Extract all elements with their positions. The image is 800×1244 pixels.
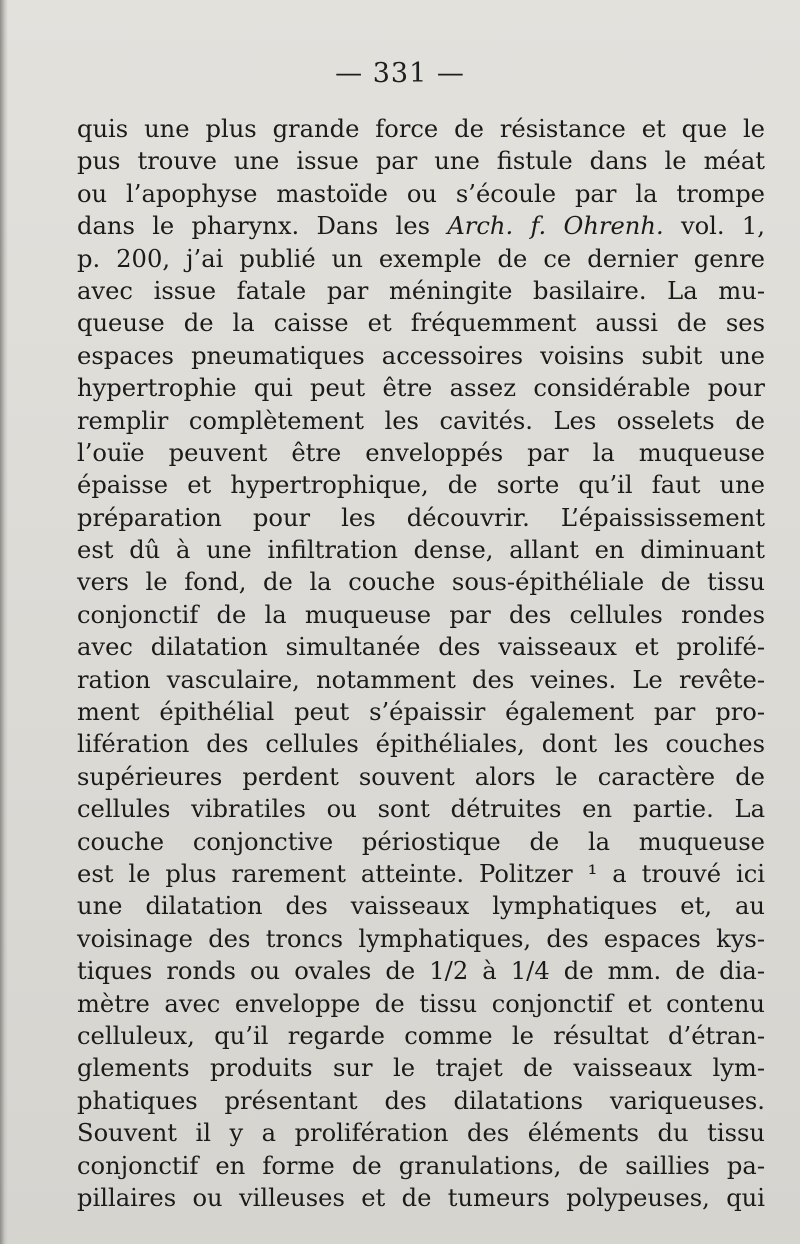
text-line: est le plus rarement atteinte. Politzer ¹ a trouvé ici (77, 859, 765, 888)
text-line: queuse de la caisse et fréquemment aussi de ses (77, 309, 765, 338)
text-line: conjonctif de la muqueuse par des cellules rondes (77, 600, 765, 629)
text-line: espaces pneumatiques accessoires voisins subit une (77, 341, 765, 370)
text-line: ment épithélial peut s’épaissir également par pro- (77, 698, 765, 727)
text-line: phatiques présentant des dilatations variqueuses. (77, 1086, 765, 1115)
text-line: avec issue fatale par méningite basilaire. La mu- (77, 276, 765, 305)
text-line: voisinage des troncs lymphatiques, des espaces kys- (77, 924, 765, 953)
page-binding-edge (0, 0, 8, 1244)
text-line: Souvent il y a prolifération des éléments du tissu (77, 1119, 765, 1148)
text-line: l’ouïe peuvent être enveloppés par la muqueuse (77, 438, 765, 467)
text-line: dans le pharynx. Dans les Arch. f. Ohrenh. vol. 1, (77, 212, 765, 241)
page-number: — 331 — (335, 58, 465, 89)
text-line: mètre avec enveloppe de tissu conjonctif et contenu (77, 989, 765, 1018)
text-line: ration vasculaire, notamment des veines. Le revête- (77, 665, 765, 694)
text-line: ou l’apophyse mastoïde ou s’écoule par la trompe (77, 179, 765, 208)
text-line: une dilatation des vaisseaux lymphatiques et, au (77, 892, 765, 921)
text-line: quis une plus grande force de résistance et que le (77, 115, 765, 143)
text-line: conjonctif en forme de granulations, de saillies pa- (77, 1151, 765, 1180)
text-line: avec dilatation simultanée des vaisseaux et prolifé- (77, 633, 765, 662)
text-line: cellules vibratiles ou sont détruites en partie. La (77, 795, 765, 824)
text-line: vers le fond, de la couche sous-épithéliale de tissu (77, 568, 765, 597)
text-line: glements produits sur le trajet de vaisseaux lym- (77, 1054, 765, 1083)
text-line: pillaires ou villeuses et de tumeurs polypeuses, qui (77, 1183, 765, 1212)
text-line: celluleux, qu’il regarde comme le résultat d’étran- (77, 1021, 765, 1050)
journal-title: Arch. f. Ohrenh. (447, 212, 664, 241)
text-line: est dû à une infiltration dense, allant en diminuant (77, 536, 765, 565)
body-text (77, 113, 765, 1214)
text-line: tiques ronds ou ovales de 1/2 à 1/4 de mm. de dia- (77, 957, 765, 986)
text-line: hypertrophie qui peut être assez considérable pour (77, 374, 765, 403)
text-line: p. 200, j’ai publié un exemple de ce dernier genre (77, 244, 765, 273)
text-line: remplir complètement les cavités. Les osselets de (77, 406, 765, 435)
text-line: couche conjonctive périostique de la muqueuse (77, 827, 765, 856)
text-line: pus trouve une issue par une fistule dans le méat (77, 147, 765, 176)
text-line: préparation pour les découvrir. L’épaississement (77, 503, 765, 532)
text-line: épaisse et hypertrophique, de sorte qu’il faut une (77, 471, 765, 500)
text-line: supérieures perdent souvent alors le caractère de (77, 762, 765, 791)
text-line: lifération des cellules épithéliales, dont les couches (77, 730, 765, 759)
